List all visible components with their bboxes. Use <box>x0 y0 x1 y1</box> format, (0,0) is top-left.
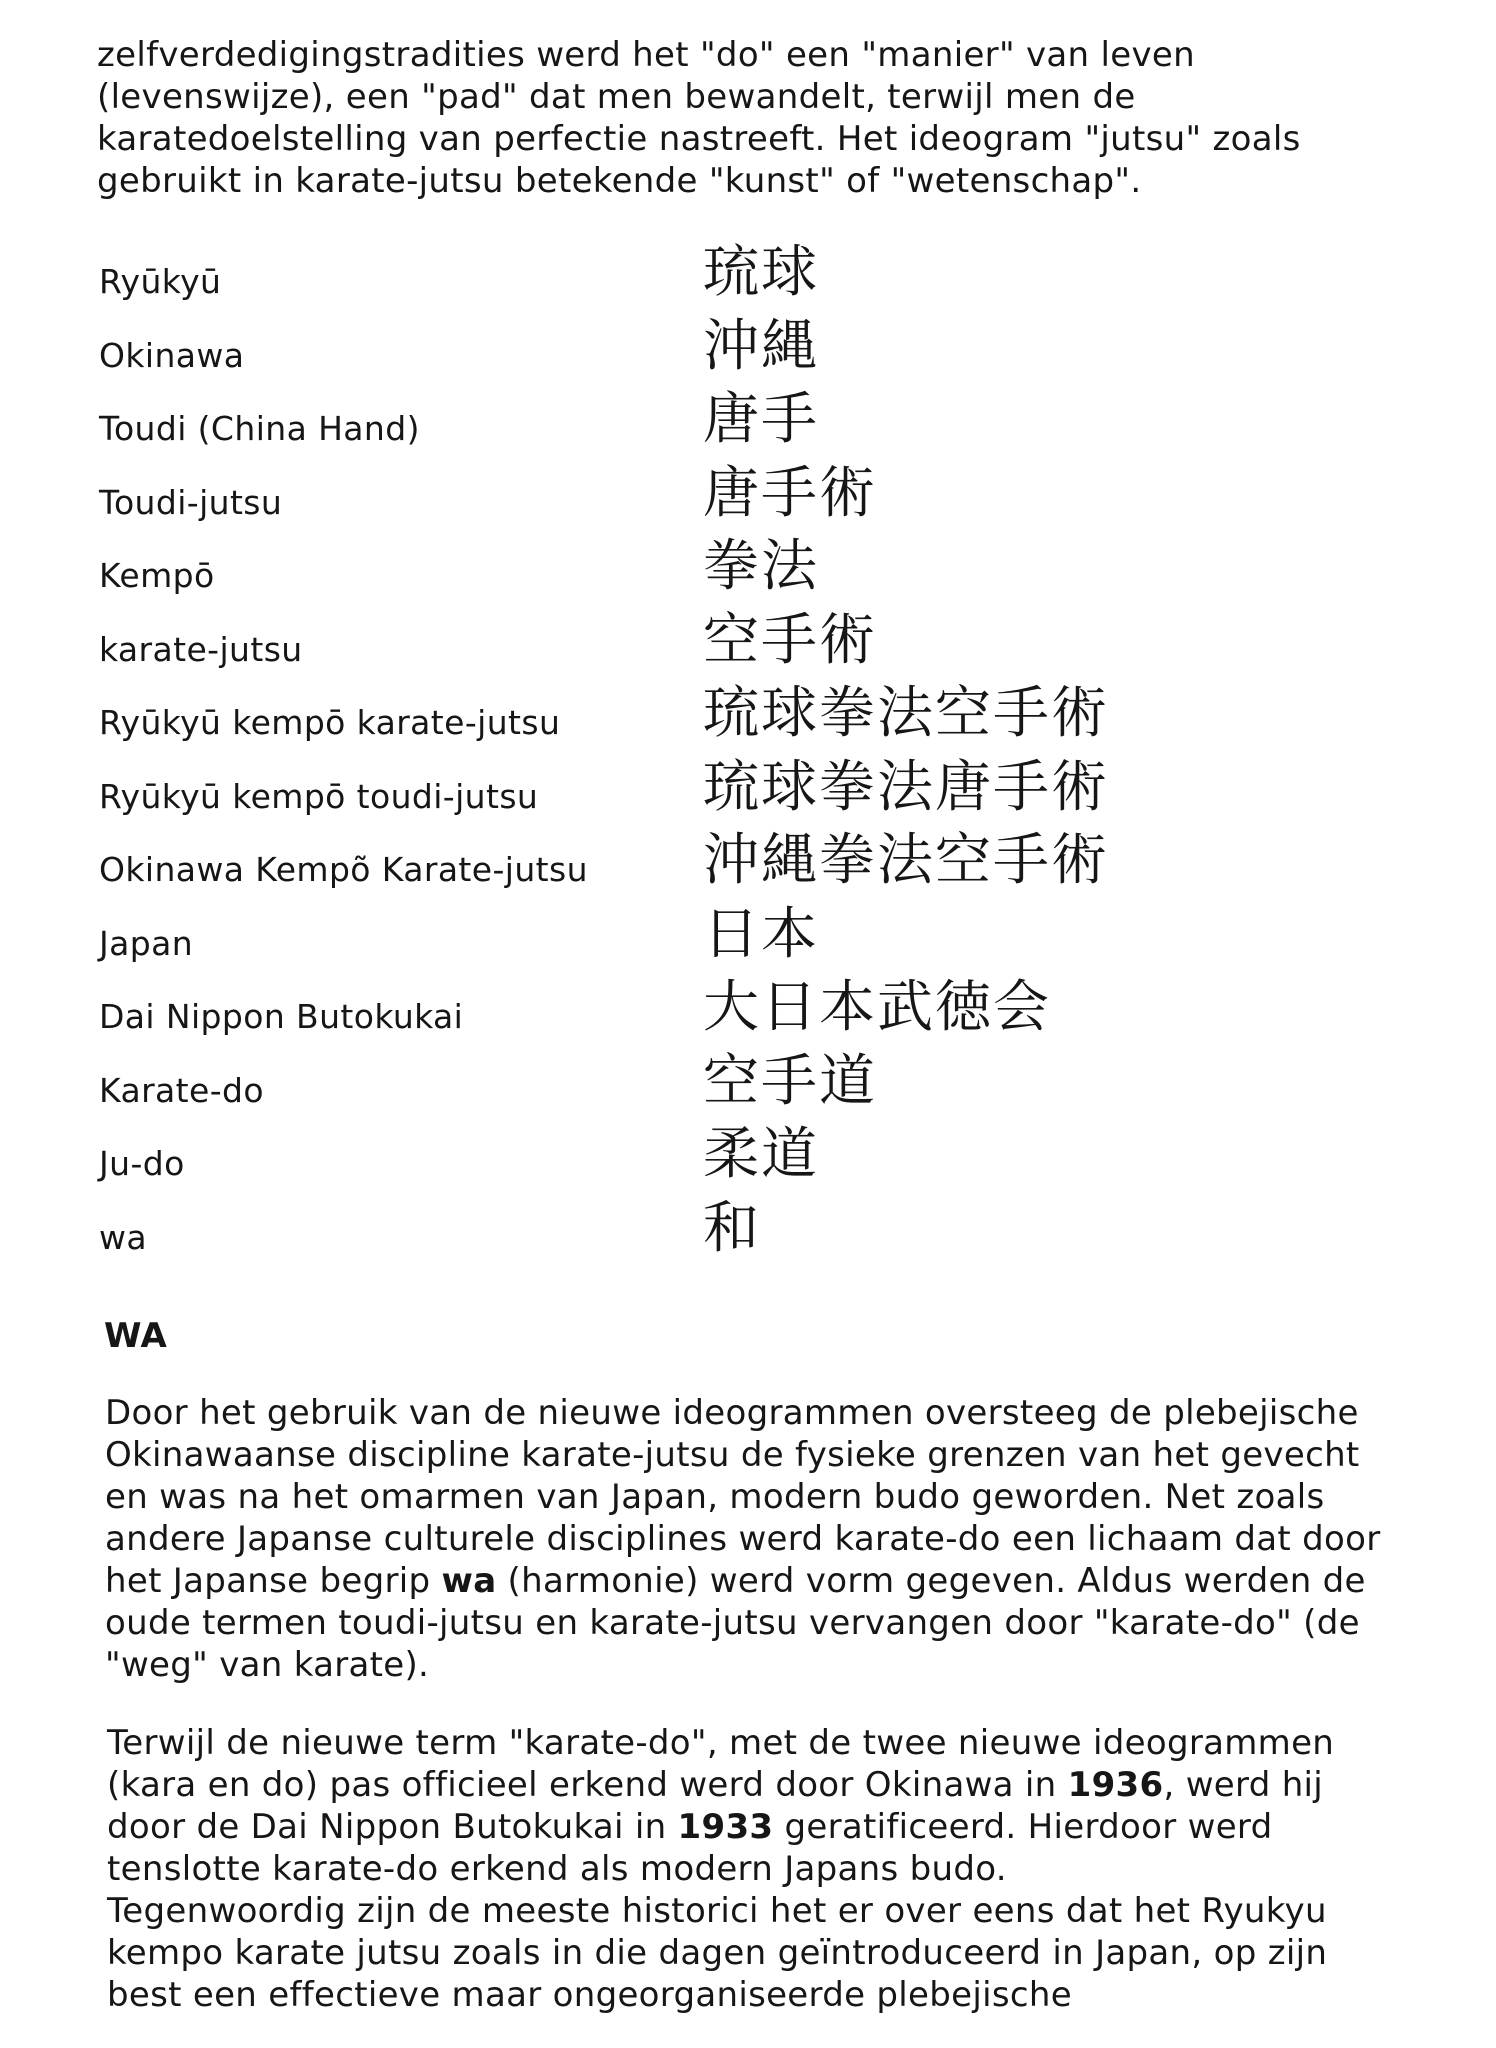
term-kanji: 日本 <box>703 901 819 967</box>
term-kanji: 拳法 <box>703 534 819 599</box>
term-row <box>0 461 1496 535</box>
paragraph-line: het Japanse begrip <box>105 1561 442 1601</box>
term-latin: Dai Nippon Butokukai <box>99 997 464 1036</box>
term-kanji: 唐手術 <box>703 460 877 526</box>
term-row <box>0 1196 1496 1270</box>
term-kanji: 琉球 <box>703 240 819 305</box>
term-kanji: 唐手 <box>703 387 819 452</box>
bold-term: wa <box>441 1561 497 1601</box>
term-latin: Okinawa Kempõ Karate-jutsu <box>99 850 588 889</box>
term-latin: wa <box>99 1217 148 1257</box>
term-row <box>0 314 1496 388</box>
paragraph-line: door de Dai Nippon Butokukai in <box>107 1807 678 1847</box>
term-kanji: 空手道 <box>703 1048 877 1114</box>
paragraph-line: kempo karate jutsu zoals in die dagen geïntroduceerd in Japan, op zijn <box>107 1933 1328 1973</box>
paragraph-line: Door het gebruik van de nieuwe ideogrammen oversteeg de plebejische <box>105 1393 1359 1433</box>
term-row <box>0 534 1496 608</box>
term-kanji: 大日本武徳会 <box>703 975 1051 1040</box>
intro-line: (levenswijze), een "pad" dat men bewandelt, terwijl men de <box>97 77 1136 117</box>
term-latin: Ju-do <box>99 1144 185 1183</box>
term-row <box>0 828 1496 902</box>
paragraph-line: Terwijl de nieuwe term "karate-do", met de twee nieuwe ideogrammen <box>107 1723 1335 1763</box>
term-latin: Ryūkyū kempō toudi-jutsu <box>99 776 539 816</box>
term-row <box>0 1049 1496 1123</box>
term-row <box>0 387 1496 461</box>
paragraph-line: "weg" van karate). <box>105 1645 430 1685</box>
term-latin: Okinawa <box>99 335 245 375</box>
paragraph-line: (harmonie) werd vorm gegeven. Aldus werden de <box>496 1561 1366 1601</box>
term-row <box>0 1122 1496 1196</box>
term-latin: Karate-do <box>99 1070 264 1110</box>
term-row <box>0 975 1496 1049</box>
intro-line: zelfverdedigingstradities werd het "do" een "manier" van leven <box>97 35 1195 75</box>
paragraph-line: geratificeerd. Hierdoor werd <box>773 1807 1273 1847</box>
paragraph-line: oude termen toudi-jutsu en karate-jutsu vervangen door "karate-do" (de <box>105 1603 1360 1643</box>
term-kanji: 琉球拳法唐手術 <box>703 754 1109 820</box>
paragraph-line: best een effectieve maar ongeorganiseerde plebejische <box>107 1975 1072 2015</box>
term-latin: Toudi (China Hand) <box>99 409 420 448</box>
term-row <box>0 681 1496 755</box>
paragraph-line: (kara en do) pas officieel erkend werd door Okinawa in <box>107 1765 1068 1805</box>
history-paragraph <box>107 1722 1477 2016</box>
term-kanji: 柔道 <box>703 1122 819 1187</box>
paragraph-line: tenslotte karate-do erkend als modern Japans budo. <box>107 1849 1007 1889</box>
paragraph-line: andere Japanse culturele disciplines werd karate-do een lichaam dat door <box>105 1519 1381 1559</box>
bold-year: 1936 <box>1067 1765 1164 1805</box>
term-row <box>0 608 1496 682</box>
term-latin: Kempō <box>99 556 215 595</box>
term-kanji: 沖縄 <box>703 313 819 379</box>
paragraph-line: , werd hij <box>1163 1765 1324 1805</box>
term-latin: karate-jutsu <box>99 629 303 669</box>
intro-line: karatedoelstelling van perfectie nastreeft. Het ideogram "jutsu" zoals <box>97 119 1301 159</box>
paragraph-line: Tegenwoordig zijn de meeste historici het er over eens dat het Ryukyu <box>107 1891 1327 1931</box>
paragraph-line: en was na het omarmen van Japan, modern budo geworden. Net zoals <box>105 1477 1325 1517</box>
term-row <box>0 755 1496 829</box>
intro-paragraph <box>97 34 1457 202</box>
bold-year: 1933 <box>677 1807 774 1847</box>
paragraph-line: Okinawaanse discipline karate-jutsu de fysieke grenzen van het gevecht <box>105 1435 1360 1475</box>
section-heading: WA <box>104 1316 168 1356</box>
term-kanji: 琉球拳法空手術 <box>703 681 1109 746</box>
term-latin: Japan <box>99 923 194 963</box>
term-kanji: 和 <box>703 1195 761 1261</box>
intro-line: gebruikt in karate-jutsu betekende "kunst" of "wetenschap". <box>97 161 1142 201</box>
term-list <box>0 240 1496 1269</box>
term-latin: Ryūkyū <box>99 262 222 301</box>
term-kanji: 沖縄拳法空手術 <box>703 828 1109 893</box>
term-kanji: 空手術 <box>703 607 877 673</box>
term-row <box>0 902 1496 976</box>
term-latin: Toudi-jutsu <box>99 482 283 522</box>
term-latin: Ryūkyū kempō karate-jutsu <box>99 703 561 742</box>
wa-paragraph <box>105 1392 1475 1686</box>
term-row <box>0 240 1496 314</box>
